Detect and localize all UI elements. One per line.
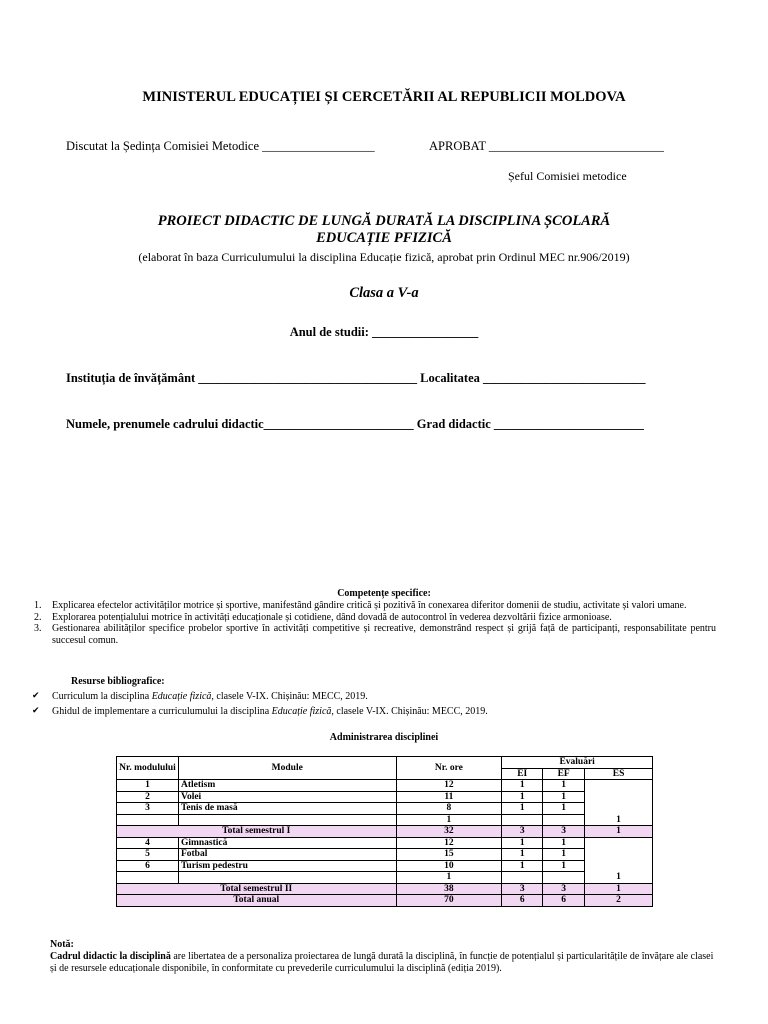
cell-ef: 1 <box>543 860 585 872</box>
cell-ore: 11 <box>396 791 502 803</box>
list-item <box>32 689 488 704</box>
ministry-heading: MINISTERUL EDUCAȚIEI ȘI CERCETĂRII AL REPUBLICII MOLDOVA <box>142 89 626 105</box>
elaborat-note: (elaborat în baza Curriculumului la disciplina Educație fizică, aprobat prin Ordinul MEC nr.906/2019) <box>138 250 630 264</box>
resource-text: Curriculum la disciplina <box>52 691 152 702</box>
total-ore: 32 <box>396 826 502 838</box>
cell-nr: 5 <box>117 849 179 861</box>
administration-table <box>116 756 653 907</box>
cell-module <box>178 814 396 826</box>
resource-text: , clasele V-IX. Chișinău: MECC, 2019. <box>331 706 488 717</box>
list-number: 1. <box>34 600 42 611</box>
total-label: Total semestrul I <box>117 826 397 838</box>
total-label: Total semestrul II <box>117 883 397 895</box>
resource-emphasis: Educație fizică <box>271 706 332 717</box>
class-heading: Clasa a V-a <box>349 285 419 301</box>
cell-nr: 1 <box>117 780 179 792</box>
cell-module <box>178 872 396 884</box>
cell-module: Fotbal <box>178 849 396 861</box>
list-text: Explicarea efectelor activităților motrice și sportive, manifestând gândire critică și pozitivă în conexarea diferitor domenii de studiu, activitate și valori umane. <box>52 600 687 611</box>
teacher-name-field: Numele, prenumele cadrului didactic________________________ Grad didactic ________________________ <box>66 417 644 431</box>
cell-nr <box>117 814 179 826</box>
list-item <box>26 623 716 646</box>
note-body: are libertatea de a personaliza proiectarea de lungă durată la disciplină, în funcție de potențialul și particularitățile de învățare ale clasei și de resursele educaționale disponibile, în conformitate cu prevederile curriculumului la disciplină (ediția 2019). <box>50 951 714 974</box>
resources-list <box>32 689 488 719</box>
cell-ei: 1 <box>502 837 543 849</box>
cell-ei <box>502 814 543 826</box>
note-text <box>50 951 718 975</box>
checkmark-icon: ✔ <box>32 706 40 716</box>
cell-nr: 6 <box>117 860 179 872</box>
header-module: Module <box>178 757 396 780</box>
header-ore: Nr. ore <box>396 757 502 780</box>
total-ef: 6 <box>543 895 585 907</box>
institution-field: Instituția de învățământ ___________________________________ Localitatea __________________________ <box>66 371 646 385</box>
table-row <box>117 849 653 861</box>
cell-nr: 3 <box>117 803 179 815</box>
cell-ore: 15 <box>396 849 502 861</box>
header-es: ES <box>585 768 653 780</box>
total-ef: 3 <box>543 883 585 895</box>
cell-ore: 10 <box>396 860 502 872</box>
list-text: Explorarea potențialului motrice în activități educaționale și cotidiene, dând dovadă de autocontrol în vederea dezvoltării fizice armonioase. <box>52 611 612 623</box>
cell-nr: 4 <box>117 837 179 849</box>
header-nr: Nr. modulului <box>117 757 179 780</box>
table-row <box>117 803 653 815</box>
cell-ei: 1 <box>502 803 543 815</box>
cell-nr: 2 <box>117 791 179 803</box>
total-label: Total anual <box>117 895 397 907</box>
competences-title: Competențe specifice: <box>337 588 431 599</box>
cell-ef: 1 <box>543 837 585 849</box>
note-title: Notă: <box>50 939 74 950</box>
cell-ore: 12 <box>396 837 502 849</box>
total-es: 1 <box>585 826 653 838</box>
total-ore: 70 <box>396 895 502 907</box>
cell-ore: 12 <box>396 780 502 792</box>
total-ei: 3 <box>502 883 543 895</box>
cell-es: 1 <box>585 780 653 826</box>
cell-ei: 1 <box>502 791 543 803</box>
total-ef: 3 <box>543 826 585 838</box>
cell-ore: 1 <box>396 872 502 884</box>
total-row-sem2 <box>117 883 653 895</box>
discutat-line: Discutat la Ședința Comisiei Metodice __________________ <box>66 139 375 153</box>
total-ei: 6 <box>502 895 543 907</box>
cell-ei: 1 <box>502 860 543 872</box>
table-row <box>117 837 653 849</box>
cell-nr <box>117 872 179 884</box>
table-row <box>117 872 653 884</box>
table-row <box>117 860 653 872</box>
cell-ei: 1 <box>502 780 543 792</box>
table-row <box>117 814 653 826</box>
list-item <box>26 612 716 624</box>
cell-ore: 1 <box>396 814 502 826</box>
resource-text: , clasele V-IX. Chișinău: MECC, 2019. <box>211 691 368 702</box>
resources-title: Resurse bibliografice: <box>71 676 165 687</box>
list-text: Gestionarea abilităților specifice probelor sportive în activități competitive și recreative, demonstrând respect și grijă față de participanți, responsabilitate pentru succesul comun. <box>52 623 716 646</box>
header-ef: EF <box>543 768 585 780</box>
cell-module: Tenis de masă <box>178 803 396 815</box>
cell-ore: 8 <box>396 803 502 815</box>
cell-module: Atletism <box>178 780 396 792</box>
total-row-annual <box>117 895 653 907</box>
administration-title: Administrarea disciplinei <box>329 732 439 743</box>
checkmark-icon: ✔ <box>32 691 40 701</box>
cell-ef: 1 <box>543 791 585 803</box>
competences-list <box>26 600 716 646</box>
total-row-sem1 <box>117 826 653 838</box>
project-title-line1: PROIECT DIDACTIC DE LUNGĂ DURATĂ LA DISCIPLINA ȘCOLARĂ <box>157 213 611 229</box>
cell-ei <box>502 872 543 884</box>
cell-ef: 1 <box>543 849 585 861</box>
sef-comisie-label: Șeful Comisiei metodice <box>508 169 627 183</box>
header-evaluari: Evaluări <box>502 757 653 769</box>
project-title-line2: EDUCAȚIE PFIZICĂ <box>316 230 452 246</box>
cell-ef <box>543 872 585 884</box>
cell-module: Turism pedestru <box>178 860 396 872</box>
aprobat-line: APROBAT ____________________________ <box>429 139 664 153</box>
resource-emphasis: Educație fizică <box>151 691 212 702</box>
list-item <box>32 704 488 719</box>
total-ei: 3 <box>502 826 543 838</box>
cell-ei: 1 <box>502 849 543 861</box>
cell-ef: 1 <box>543 803 585 815</box>
cell-module: Volei <box>178 791 396 803</box>
project-title <box>0 213 768 247</box>
table-row <box>117 780 653 792</box>
note-bold: Cadrul didactic la disciplină <box>50 951 171 962</box>
cell-ef <box>543 814 585 826</box>
list-number: 3. <box>34 623 42 634</box>
study-year-field: Anul de studii: _________________ <box>289 325 479 339</box>
list-item <box>26 600 716 612</box>
list-number: 2. <box>34 611 42 623</box>
total-es: 1 <box>585 883 653 895</box>
cell-ef: 1 <box>543 780 585 792</box>
header-ei: EI <box>502 768 543 780</box>
total-ore: 38 <box>396 883 502 895</box>
table-row <box>117 791 653 803</box>
cell-es: 1 <box>585 837 653 883</box>
total-es: 2 <box>585 895 653 907</box>
resource-text: Ghidul de implementare a curriculumului la disciplina <box>52 706 272 717</box>
cell-module: Gimnastică <box>178 837 396 849</box>
